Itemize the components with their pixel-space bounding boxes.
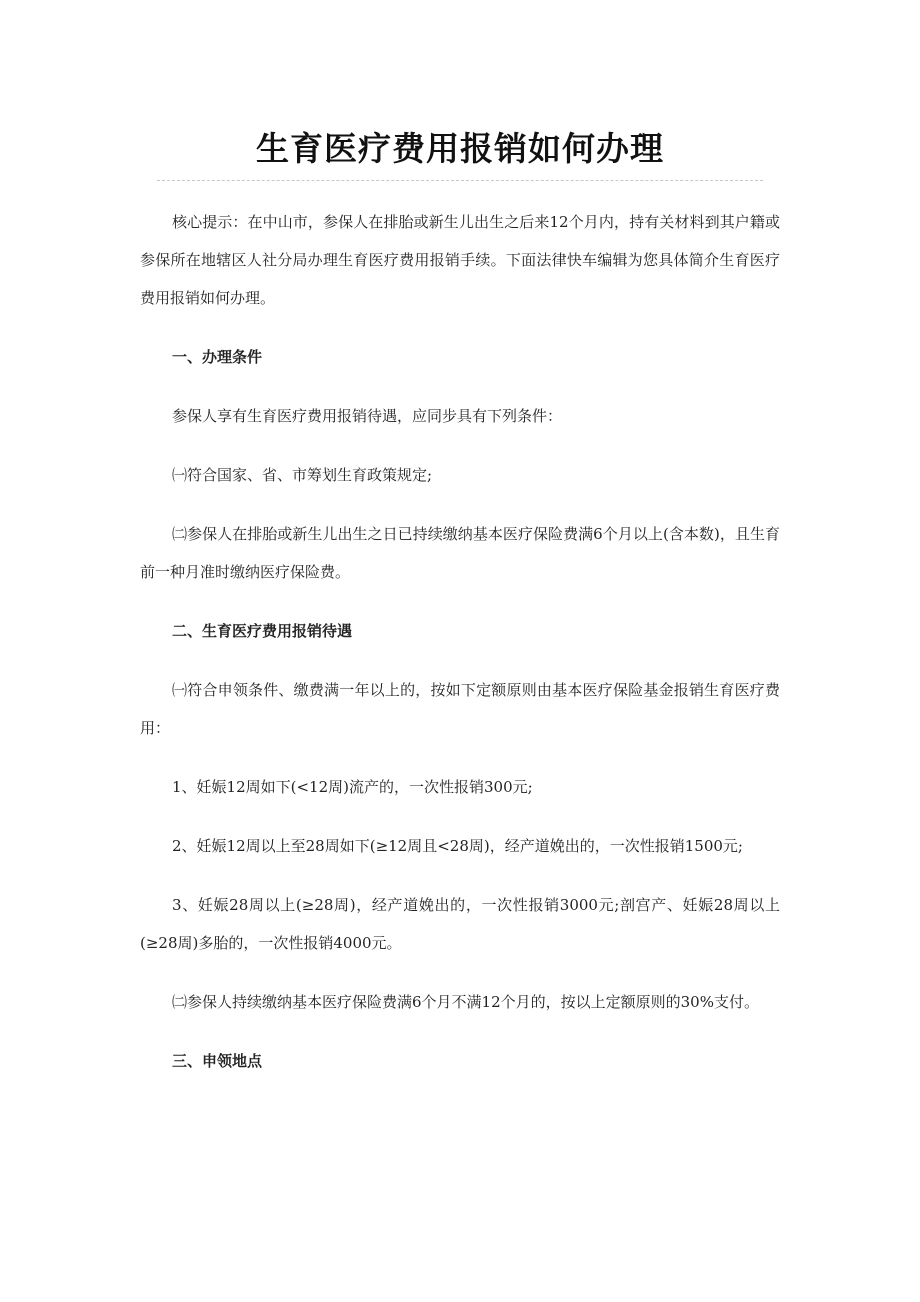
benefit-item-1: ㈠符合申领条件、缴费满一年以上的，按如下定额原则由基本医疗保险基金报销生育医疗费用：: [140, 681, 780, 737]
summary-paragraph: 核心提示：在中山市，参保人在排胎或新生儿出生之后来12个月内，持有关材料到其户籍或参保所在地辖区人社分局办理生育医疗费用报销手续。下面法律快车编辑为您具体简介生育医疗费用报销如何办理。: [140, 213, 780, 307]
article-body: [140, 203, 780, 1101]
benefit-subitem-1: 1、妊娠12周如下(<12周)流产的，一次性报销300元;: [172, 778, 533, 796]
title-divider: [157, 180, 763, 181]
section-heading-conditions: 一、办理条件: [172, 348, 263, 366]
section-heading-location: 三、申领地点: [172, 1052, 263, 1070]
benefit-item-2: ㈡参保人持续缴纳基本医疗保险费满6个月不满12个月的，按以上定额原则的30%支付。: [172, 993, 759, 1011]
condition-item-2: ㈡参保人在排胎或新生儿出生之日已持续缴纳基本医疗保险费满6个月以上(含本数)，且生育前一种月准时缴纳医疗保险费。: [140, 525, 780, 581]
section-heading-benefits: 二、生育医疗费用报销待遇: [172, 622, 353, 640]
conditions-intro: 参保人享有生育医疗费用报销待遇，应同步具有下列条件：: [172, 407, 563, 425]
condition-item-1: ㈠符合国家、省、市筹划生育政策规定;: [172, 466, 433, 484]
page-title: 生育医疗费用报销如何办理: [256, 129, 664, 168]
benefit-subitem-2: 2、妊娠12周以上至28周如下(≥12周且<28周)，经产道娩出的，一次性报销1500元;: [172, 837, 743, 855]
benefit-subitem-3: 3、妊娠28周以上(≥28周)，经产道娩出的，一次性报销3000元;剖宫产、妊娠28周以上(≥28周)多胎的，一次性报销4000元。: [140, 896, 780, 952]
